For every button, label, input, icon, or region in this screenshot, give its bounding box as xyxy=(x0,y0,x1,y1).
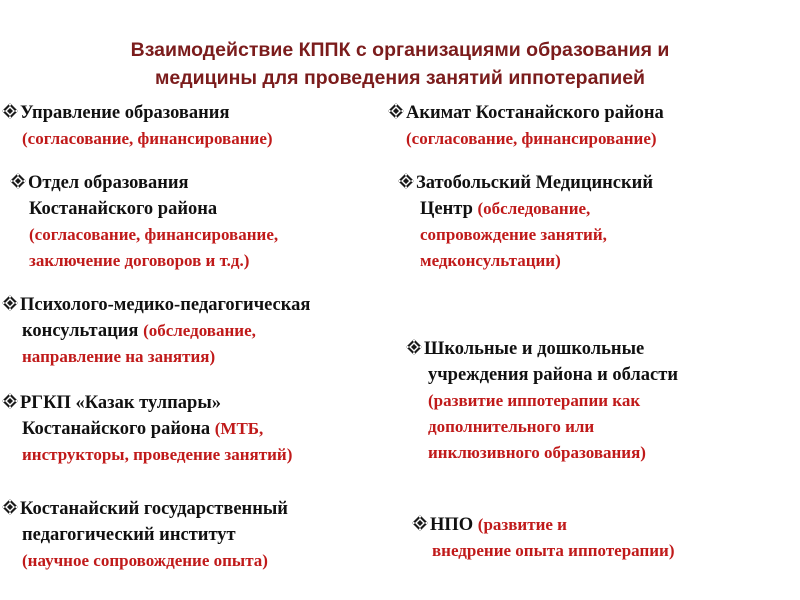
fleuron-diamond-icon xyxy=(2,295,18,311)
pmpk-name-2: консультация xyxy=(22,321,139,341)
rgkp-name-2: Костанайского района xyxy=(22,419,211,439)
medical-center-item xyxy=(398,170,653,274)
schools-item xyxy=(406,336,678,466)
title-line-1: Взаимодействие КППК с организациями образования и xyxy=(130,39,670,61)
pmpk-item xyxy=(2,292,310,370)
education-department-detail: (согласование, финансирование) xyxy=(22,129,273,148)
medical-center-detail-1: (обследование, xyxy=(477,199,591,218)
institute-name-1: Костанайский государственный xyxy=(20,499,288,519)
fleuron-diamond-icon xyxy=(2,499,18,515)
fleuron-diamond-icon xyxy=(2,393,18,409)
title-line-2: медицины для проведения занятий иппотерапией xyxy=(154,67,646,89)
schools-detail-1: (развитие иппотерапии как xyxy=(428,391,641,410)
schools-detail-2: дополнительного или xyxy=(428,417,595,436)
pmpk-name-1: Психолого-медико-педагогическая xyxy=(20,295,311,315)
medical-center-detail-2: сопровождение занятий, xyxy=(420,225,607,244)
slide-title xyxy=(0,36,800,92)
fleuron-diamond-icon xyxy=(398,173,414,189)
npo-item xyxy=(412,512,675,564)
district-education-name-2: Костанайского района xyxy=(29,199,218,219)
rgkp-name-1: РГКП «Казак тулпары» xyxy=(20,393,222,413)
schools-name-1: Школьные и дошкольные xyxy=(424,339,645,359)
institute-item xyxy=(2,496,288,574)
akimat-item xyxy=(388,100,664,152)
rgkp-detail-1: (МТБ, xyxy=(214,419,264,438)
district-education-name-1: Отдел образования xyxy=(28,173,189,193)
institute-detail: (научное сопровождение опыта) xyxy=(22,551,268,570)
institute-name-2: педагогический институт xyxy=(22,525,236,545)
schools-name-2: учреждения района и области xyxy=(428,365,679,385)
fleuron-diamond-icon xyxy=(10,173,26,189)
akimat-detail: (согласование, финансирование) xyxy=(406,129,657,148)
medical-center-name-2: Центр xyxy=(420,199,473,219)
district-education-item xyxy=(10,170,278,274)
education-department-name: Управление образования xyxy=(20,103,230,123)
education-department-item xyxy=(2,100,273,152)
fleuron-diamond-icon xyxy=(406,339,422,355)
district-education-detail-1: (согласование, финансирование, xyxy=(29,225,279,244)
pmpk-detail-1: (обследование, xyxy=(143,321,256,340)
schools-detail-3: инклюзивного образования) xyxy=(428,443,646,462)
fleuron-diamond-icon xyxy=(388,103,404,119)
npo-name: НПО xyxy=(430,515,474,535)
medical-center-detail-3: медконсультации) xyxy=(420,251,561,270)
medical-center-name-1: Затобольский Медицинский xyxy=(416,173,653,193)
pmpk-detail-2: направление на занятия) xyxy=(22,347,216,366)
rgkp-item xyxy=(2,390,292,468)
fleuron-diamond-icon xyxy=(2,103,18,119)
npo-detail-1: (развитие и xyxy=(477,515,567,534)
fleuron-diamond-icon xyxy=(412,515,428,531)
district-education-detail-2: заключение договоров и т.д.) xyxy=(29,251,250,270)
akimat-name: Акимат Костанайского района xyxy=(406,103,664,123)
npo-detail-2: внедрение опыта иппотерапии) xyxy=(432,541,675,560)
rgkp-detail-2: инструкторы, проведение занятий) xyxy=(22,445,293,464)
